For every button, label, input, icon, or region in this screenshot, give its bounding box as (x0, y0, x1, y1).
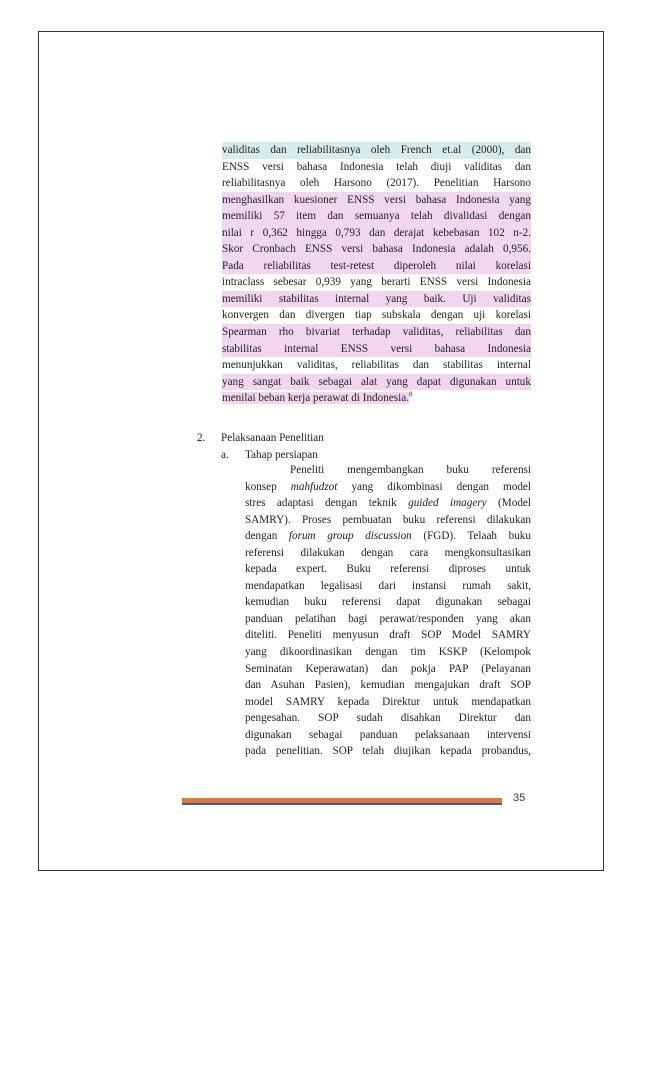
footer-divider (182, 798, 502, 805)
text-line: stres adaptasi dengan teknik guided imagery (Model (245, 497, 531, 510)
text-line: model SAMRY kepada Direktur untuk mendapatkan (245, 695, 531, 708)
text-line: intraclass sebesar 0,939 yang berarti ENSS versi Indonesia (222, 276, 531, 289)
text-line: Peneliti mengembangkan buku referensi (290, 464, 531, 476)
text-line: pada penelitian. SOP telah diujikan kepada probandus, (245, 745, 531, 758)
text-line: SAMRY). Proses pembuatan buku referensi dilakukan (245, 513, 531, 526)
text-line: nilai r 0,362 hingga 0,793 dan derajat kebebasan 102 n-2. (222, 225, 531, 242)
text-line: panduan pelatihan bagi perawat/responden yang akan (245, 612, 531, 625)
subsection-title: Tahap persiapan (245, 449, 318, 461)
text-line: menunjukkan validitas, reliabilitas dan stabilitas internal (222, 359, 531, 372)
text-line: konsep mahfudzot yang dikombinasi dengan model (245, 480, 531, 493)
text-line: menghasilkan kuesioner ENSS versi bahasa Indonesia yang (222, 192, 531, 209)
text-line: dengan forum group discussion (FGD). Telaah buku (245, 530, 531, 543)
text-line: Spearman rho bivariat terhadap validitas, reliabilitas dan (222, 324, 531, 341)
text-line: yang dikoordinasikan dengan tim KSKP (Kelompok (245, 646, 531, 659)
subsection-heading (221, 447, 318, 463)
text-line: Skor Cronbach ENSS versi bahasa Indonesia adalah 0,956. (222, 241, 531, 258)
text-line: Seminatan Keperawatan) dan pokja PAP (Pelayanan (245, 662, 531, 675)
text-line: diteliti. Peneliti menyusun draft SOP Model SAMRY (245, 629, 531, 642)
text-line: menilai beban kerja perawat di Indonesia. (222, 392, 410, 405)
text-line: reliabilitasnya oleh Harsono (2017). Penelitian Harsono (222, 177, 531, 190)
text-line: konvergen dan divergen tiap subskala dengan uji korelasi (222, 309, 531, 322)
section-number: 2. (197, 432, 206, 444)
text-line: mendapatkan legalisasi dari instansi rumah sakit, (245, 579, 531, 592)
paragraph-enss-validity (222, 142, 531, 407)
subsection-letter: a. (221, 449, 229, 461)
text-line: kemudian buku referensi dapat digunakan sebagai (245, 596, 531, 609)
section-title: Pelaksanaan Penelitian (221, 432, 324, 444)
text-line: memiliki 57 item dan semuanya telah divalidasi dengan (222, 208, 531, 225)
text-line: pengesahan. SOP sudah disahkan Direktur dan (245, 712, 531, 725)
text-line: digunakan sebagai panduan pelaksanaan intervensi (245, 728, 531, 741)
text-line: referensi dilakukan dengan cara mengkonsultasikan (245, 546, 531, 559)
text-line: dan Asuhan Pasien), kemudian mengajukan draft SOP (245, 679, 531, 692)
paragraph-preparation (245, 462, 531, 760)
document-page (38, 31, 604, 871)
text-line: Pada reliabilitas test-retest diperoleh nilai korelasi (222, 258, 531, 275)
text-line: validitas dan reliabilitasnya oleh French et.al (2000), dan (222, 142, 531, 159)
text-line: yang sangat baik sebagai alat yang dapat digunakan untuk (222, 374, 531, 391)
text-line: ENSS versi bahasa Indonesia telah diuji validitas dan (222, 160, 531, 173)
footnote-ref: 8 (409, 390, 413, 399)
text-line: stabilitas internal ENSS versi bahasa Indonesia (222, 341, 531, 358)
text-line: kepada expert. Buku referensi diproses untuk (245, 563, 531, 576)
page-number: 35 (513, 792, 526, 804)
section-heading (197, 430, 324, 446)
text-line: memiliki stabilitas internal yang baik. Uji validitas (222, 291, 531, 308)
